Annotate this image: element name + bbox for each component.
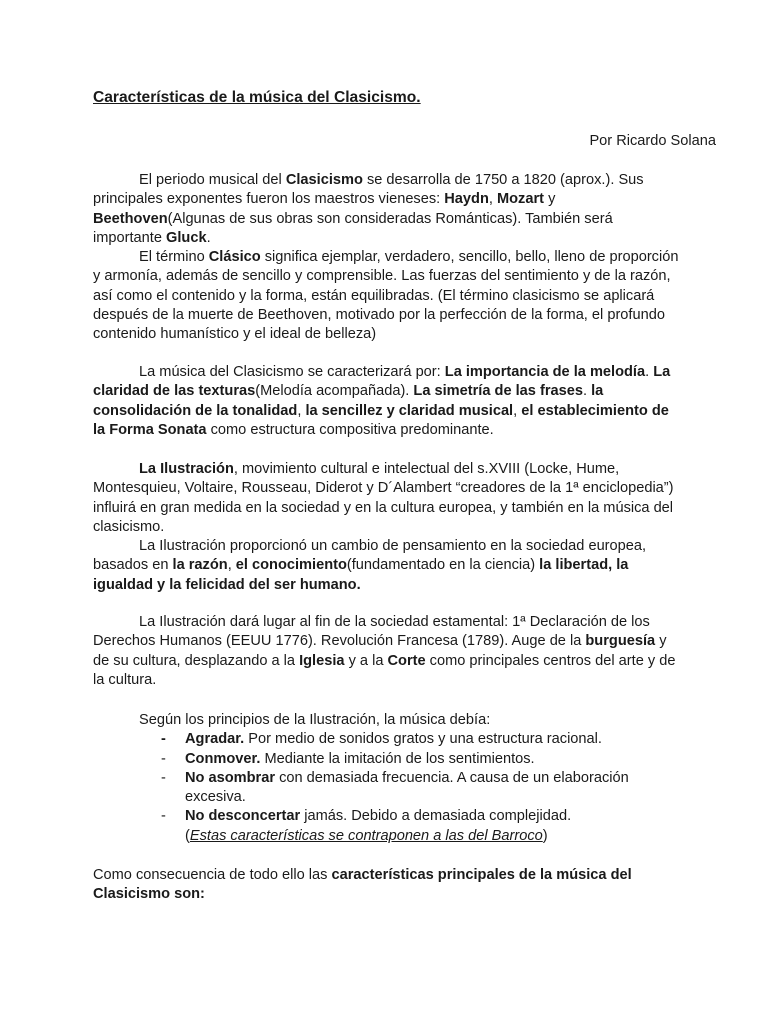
paragraph-musica-clasicismo: La música del Clasicismo se caracterizará por: La importancia de la melodía. La claridad de las texturas(Melodía acompañada). La simetría de las frases. la consolidación de la tonalidad, la sencillez y claridad musical, el establecimiento de la Forma Sonata como estructura compositiva predominante.	[93, 364, 671, 438]
list-item: - Conmover. Mediante la imitación de los sentimientos.	[93, 750, 683, 769]
paragraph-consecuencia: Como consecuencia de todo ello las características principales de la música del Clasicismo son:	[93, 867, 632, 903]
section-caracteristicas	[93, 363, 683, 440]
dash-bullet: -	[161, 750, 166, 767]
paragraph-ilustracion: La Ilustración, movimiento cultural e intelectual del s.XVIII (Locke, Hume, Montesquieu, Voltaire, Rousseau, Diderot y D´Alambert “creadores de la 1ª enciclopedia”) influirá en gran medida en la sociedad y en la cultura europea, y también en la música del clasicismo.	[93, 461, 674, 535]
section-conclusion	[93, 866, 683, 905]
section-sociedad	[93, 613, 683, 690]
section-ilustracion	[93, 460, 683, 595]
dash-bullet: -	[161, 769, 166, 786]
barroco-note: (Estas características se contraponen a las del Barroco)	[185, 827, 548, 844]
paragraph-periodo: El periodo musical del Clasicismo se desarrolla de 1750 a 1820 (aprox.). Sus principales exponentes fueron los maestros vieneses: Haydn, Mozart y Beethoven(Algunas de sus obras son consideradas Románticas). También será importante Gluck.	[93, 172, 644, 246]
section-principios	[93, 711, 683, 846]
dash-bullet: -	[161, 731, 166, 748]
list-item: - Agradar. Por medio de sonidos gratos y una estructura racional.	[93, 730, 683, 749]
document-title: Características de la música del Clasicismo.	[93, 89, 421, 106]
dash-bullet: -	[161, 808, 166, 825]
author-line: Por Ricardo Solana	[589, 133, 716, 149]
principles-list	[93, 730, 683, 826]
list-item: - No desconcertar jamás. Debido a demasiada complejidad.	[93, 807, 683, 826]
paragraph-cambio-pensamiento: La Ilustración proporcionó un cambio de pensamiento en la sociedad europea, basados en la razón, el conocimiento(fundamentado en la ciencia) la libertad, la igualdad y la felicidad del ser humano.	[93, 538, 647, 593]
paragraph-principios: Según los principios de la Ilustración, la música debía:	[139, 712, 491, 728]
list-item: - No asombrar con demasiada frecuencia. A causa de un elaboración excesiva.	[161, 769, 629, 806]
paragraph-termino-clasico: El término Clásico significa ejemplar, verdadero, sencillo, bello, lleno de proporción y armonía, además de sencillo y comprensible. Las fuerzas del sentimiento y de la razón, así como el contenido y la forma, están equilibradas. (El término clasicismo se aplicará después de la muerte de Beethoven, motivado por la perfección de la forma, el profundo contenido humanístico y el ideal de belleza)	[93, 249, 679, 343]
section-intro	[93, 171, 683, 345]
paragraph-sociedad-estamental: La Ilustración dará lugar al fin de la sociedad estamental: 1ª Declaración de los Derechos Humanos (EEUU 1776). Revolución Francesa (1789). Auge de la burguesía y de su cultura, desplazando a la Iglesia y a la Corte como principales centros del arte y de la cultura.	[93, 614, 676, 688]
